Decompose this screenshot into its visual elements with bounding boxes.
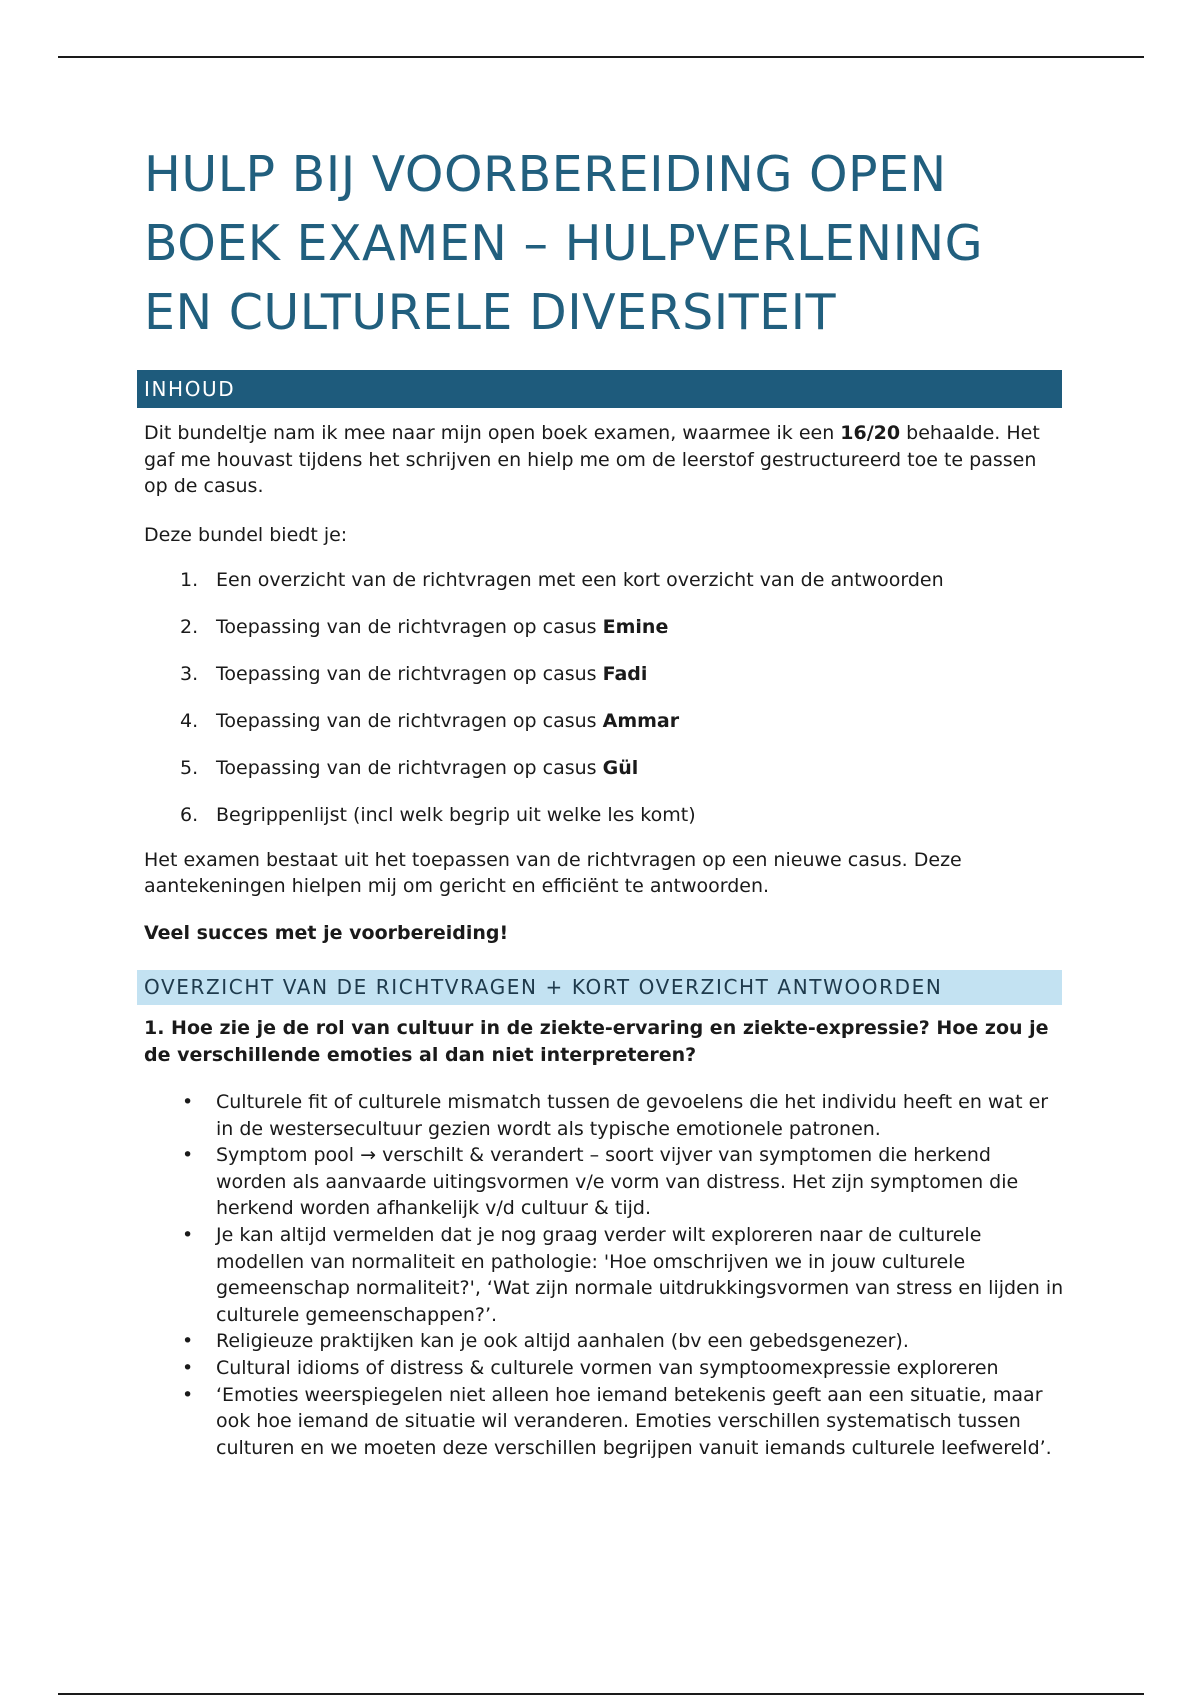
intro-text-start: Dit bundeltje nam ik mee naar mijn open boek examen, waarmee ik een xyxy=(144,422,841,444)
bullet-icon: • xyxy=(182,1383,194,1406)
list-item xyxy=(144,661,1064,688)
header-rule xyxy=(58,56,1144,58)
question-heading: 1. Hoe zie je de rol van cultuur in de ziekte-ervaring en ziekte-expressie? Hoe zou je de verschillende emoties al dan niet interpreteren? xyxy=(144,1017,1049,1066)
list-item xyxy=(144,708,1064,735)
list-item-text xyxy=(216,755,638,782)
list-item xyxy=(144,1089,1064,1142)
offer-list xyxy=(144,567,1064,829)
list-item xyxy=(144,567,1064,594)
list-number: 5. xyxy=(180,757,199,779)
closing-wish: Veel succes met je voorbereiding! xyxy=(144,921,509,944)
footer-rule xyxy=(58,1693,1144,1695)
list-item xyxy=(144,1382,1064,1462)
document-body xyxy=(144,140,1064,1461)
case-name: Ammar xyxy=(602,710,680,732)
section-heading-overview: OVERZICHT VAN DE RICHTVRAGEN + KORT OVERZICHT ANTWOORDEN xyxy=(137,970,1062,1005)
bullet-icon: • xyxy=(182,1223,194,1246)
item-text: Begrippenlijst (incl welk begrip uit welke les komt) xyxy=(216,804,696,826)
answer-list xyxy=(144,1089,1064,1461)
document-title: HULP BIJ VOORBEREIDING OPEN BOEK EXAMEN – HULPVERLENING EN CULTURELE DIVERSITEIT xyxy=(144,146,984,341)
item-text: Toepassing van de richtvragen op casus xyxy=(216,616,603,638)
list-number: 4. xyxy=(180,710,199,732)
list-item-text xyxy=(216,802,696,829)
bullet-icon: • xyxy=(182,1144,194,1167)
list-number: 3. xyxy=(180,663,199,685)
answer-text: ‘Emoties weerspiegelen niet alleen hoe iemand betekenis geeft aan een situatie, maar ook hoe iemand de situatie wil veranderen. Emoties verschillen systematisch tussen culturen en we moeten deze verschillen begrijpen vanuit iemands culturele leefwereld’. xyxy=(216,1383,1052,1459)
list-item xyxy=(144,802,1064,829)
answer-text: Symptom pool → verschilt & verandert – soort vijver van symptomen die herkend worden als aanvaarde uitingsvormen v/e vorm van distress. Het zijn symptomen die herkend worden afhankelijk v/d cultuur & tijd. xyxy=(216,1144,1019,1220)
exam-note: Het examen bestaat uit het toepassen van de richtvragen op een nieuwe casus. Deze aantekeningen hielpen mij om gericht en efficiënt te antwoorden. xyxy=(144,848,962,897)
item-text: Toepassing van de richtvragen op casus xyxy=(216,710,603,732)
bullet-icon: • xyxy=(182,1356,194,1379)
list-item xyxy=(144,755,1064,782)
list-item xyxy=(144,1142,1064,1222)
exam-score: 16/20 xyxy=(840,422,901,444)
intro-paragraph xyxy=(144,420,1064,500)
list-item xyxy=(144,1328,1064,1355)
case-name: Fadi xyxy=(602,663,648,685)
list-item xyxy=(144,1222,1064,1328)
list-number: 1. xyxy=(180,569,199,591)
answer-text: Je kan altijd vermelden dat je nog graag verder wilt exploreren naar de culturele modellen van normaliteit en pathologie: 'Hoe omschrijven we in jouw culturele gemeenschap normaliteit?', ‘Wat zijn normale uitdrukkingsvormen van stress en lijden in culturele gemeenschappen?’. xyxy=(216,1223,1064,1326)
item-text: Toepassing van de richtvragen op casus xyxy=(216,757,603,779)
intro-text-end: behaalde. Het gaf me houvast tijdens het schrijven en hielp me om de leerstof gestructureerd toe te passen op de casus. xyxy=(144,422,1040,497)
list-number: 2. xyxy=(180,616,199,638)
list-item xyxy=(144,1355,1064,1382)
case-name: Emine xyxy=(602,616,669,638)
offer-lead: Deze bundel biedt je: xyxy=(144,523,348,546)
section-heading-contents: INHOUD xyxy=(137,370,1062,408)
answer-text: Religieuze praktijken kan je ook altijd aanhalen (bv een gebedsgenezer). xyxy=(216,1330,909,1353)
list-item-text xyxy=(216,567,944,594)
answer-text: Culturele fit of culturele mismatch tussen de gevoelens die het individu heeft en wat er in de westersecultuur gezien wordt als typische emotionele patronen. xyxy=(216,1091,1049,1140)
item-text: Toepassing van de richtvragen op casus xyxy=(216,663,603,685)
list-number: 6. xyxy=(180,804,199,826)
list-item xyxy=(144,614,1064,641)
case-name: Gül xyxy=(602,757,639,779)
bullet-icon: • xyxy=(182,1330,194,1353)
bullet-icon: • xyxy=(182,1091,194,1113)
list-item-text xyxy=(216,614,668,641)
list-item-text xyxy=(216,661,647,688)
item-text: Een overzicht van de richtvragen met een kort overzicht van de antwoorden xyxy=(216,569,944,591)
list-item-text xyxy=(216,708,679,735)
answer-text: Cultural idioms of distress & culturele vormen van symptoomexpressie exploreren xyxy=(216,1356,999,1379)
